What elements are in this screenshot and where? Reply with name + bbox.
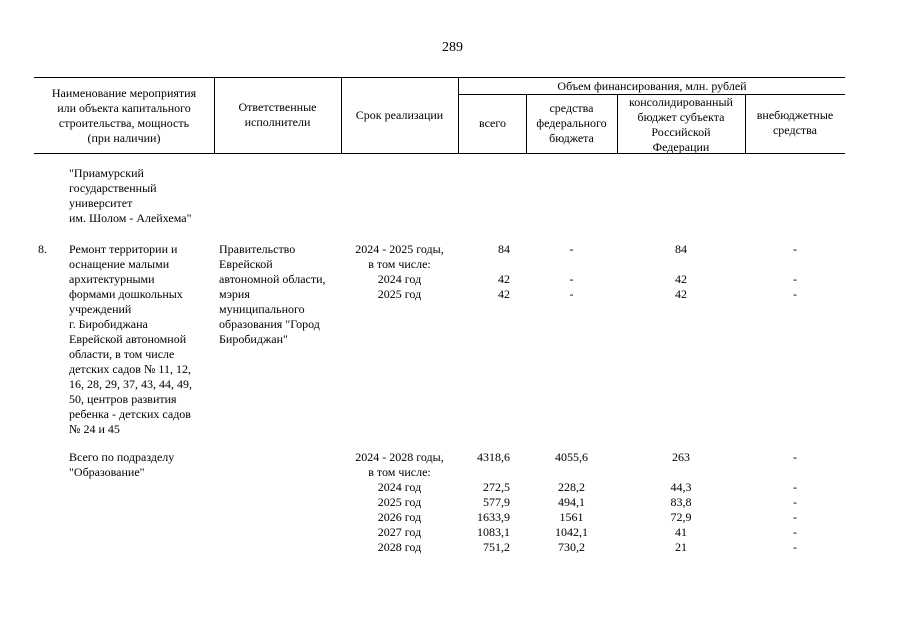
header-consolidated: консолидированный бюджет субъекта Российской Федерации [629, 95, 733, 154]
page-number: 289 [442, 40, 463, 55]
header-extra: внебюджетные средства [756, 108, 834, 137]
header-responsible: Ответственные исполнители [238, 100, 317, 129]
row-extra: - - - [793, 242, 797, 301]
total-total: 4318,6 272,5 577,9 1633,9 1083,1 751,2 [477, 450, 510, 554]
row-federal: - - - [569, 242, 574, 301]
total-extra: - - - - - - [793, 450, 797, 554]
total-federal: 4055,6 228,2 494,1 1561 1042,1 730,2 [555, 450, 588, 554]
row-period: 2024 - 2025 годы, в том числе: 2024 год 2025 год [355, 242, 444, 301]
total-period: 2024 - 2028 годы, в том числе: 2024 год 2025 год 2026 год 2027 год 2028 год [355, 450, 444, 554]
row-responsible: Правительство Еврейской автономной области, мэрия муниципального образования "Город Биробиджан" [219, 242, 326, 346]
row-consolidated: 84 42 42 [675, 242, 687, 301]
row-name: Ремонт территории и оснащение малыми архитектурными формами дошкольных учреждений г. Биробиджана Еврейской автономной области, в том числе детских садов № 11, 12, 16, 28, 29, 37, 43, 44, 49, 50, центров развития ребенка - детских садов № 24 и 45 [69, 242, 192, 436]
header-total: всего [478, 116, 507, 130]
header-funding-group: Объем финансирования, млн. рублей [557, 79, 747, 93]
continuation-text: "Приамурский государственный университет им. Шолом - Алейхема" [69, 166, 192, 225]
header-top-rule [34, 77, 845, 78]
header-period: Срок реализации [355, 108, 444, 122]
row-total: 84 42 42 [498, 242, 510, 301]
header-federal: средства федерального бюджета [536, 101, 607, 145]
header-name: Наименование мероприятия или объекта капитального строительства, мощность (при наличии) [51, 86, 197, 145]
row-number: 8. [38, 242, 47, 256]
total-consolidated: 263 44,3 83,8 72,9 41 21 [670, 450, 692, 554]
total-name: Всего по подразделу "Образование" [69, 450, 175, 479]
